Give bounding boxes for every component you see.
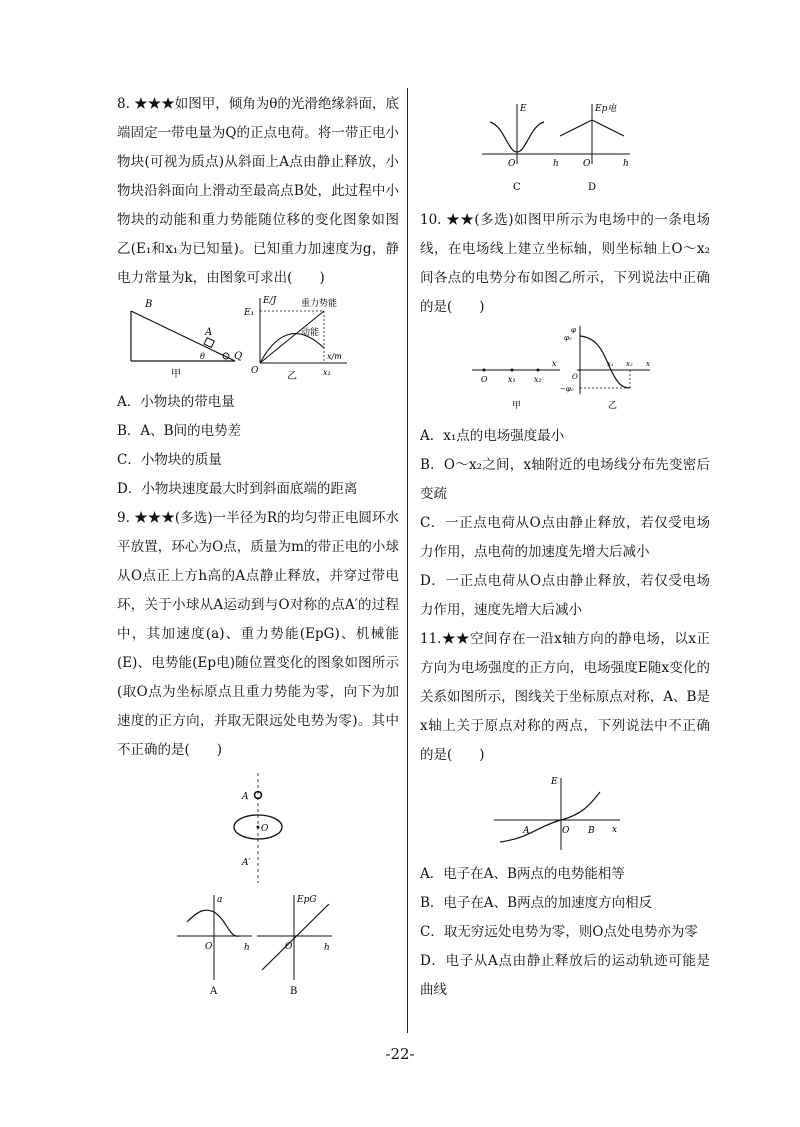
- q8-fig-label-A: A: [205, 327, 213, 338]
- q10-fig-jia-x2: x₂: [534, 375, 542, 384]
- q11-stem: 11.★★空间存在一沿x轴方向的静电场，以x正方向为电场强度的正方向，电场强度E随x变化的关系如图所示，图线关于坐标原点对称，A、B是x轴上关于原点对称的两点，下列说法中不正确的是( ): [420, 631, 710, 763]
- q9-graph-a-h: h: [244, 943, 250, 953]
- q8-fig-label-theta: θ: [200, 352, 205, 361]
- q10-stem: 10. ★★(多选)如图甲所示为电场中的一条电场线，在电场线上建立坐标轴，则坐标轴上O～x₂间各点的电势分布如图乙所示，下列说法中正确的是( ): [420, 212, 710, 315]
- q11-option-a: A．电子在A、B两点的电势能相等: [420, 866, 625, 882]
- q8-fig-pe-label: 重力势能: [301, 299, 338, 309]
- q9-graph-c: [482, 104, 560, 193]
- q9-graph-a-origin: O: [205, 942, 213, 952]
- q10-fig-jia: [472, 359, 560, 411]
- q11-fig-A: A: [523, 826, 530, 836]
- q11-figure: [420, 770, 710, 860]
- q9-graph-d: [556, 103, 630, 193]
- q10-fig-yi: [560, 326, 650, 411]
- q10-fig-yi-O: O: [572, 373, 578, 381]
- q10-fig-jia-x: x: [552, 359, 557, 368]
- q9-graph-c-h: h: [553, 159, 559, 169]
- q9-graph-b-axis: EpG: [297, 895, 317, 905]
- q9-graph-a-axis: a: [217, 895, 223, 905]
- q11-option-b: B．电子在A、B两点的加速度方向相反: [420, 895, 653, 911]
- q8-fig-label-Q: Q: [234, 351, 243, 362]
- q8-fig-yi-graph: [243, 296, 347, 382]
- q9-graph-c-axis: E: [520, 104, 527, 114]
- q9-graph-d-label: D: [588, 182, 597, 193]
- q10-fig-jia-caption: 甲: [512, 401, 522, 411]
- q9-graph-d-h: h: [623, 159, 629, 169]
- q8-fig-origin: O: [251, 366, 259, 376]
- q10-fig-yi-x: x: [646, 360, 650, 368]
- q9-stem: 9. ★★★(多选)一半径为R的均匀带正电圆环水平放置，环心为O点，质量为m的带正电的小球从O点正上方h高的A点静止释放，并穿过带电环，关于小球从A运动到与O对称的点A′的过程中，其加速度(a)、重力势能(EpG)、机械能(E)、电势能(Ep电)随位置变化的图象如图所示(取O点为坐标原点且重力势能为零，向下为加速度的正方向，并取无限远处电势为零)。其中不正确的是( ): [117, 510, 399, 758]
- q9-ring-figure: [117, 765, 399, 890]
- q8-fig-jia-incline: [131, 299, 242, 380]
- q10-fig-jia-O: O: [481, 375, 488, 384]
- q9-graph-c-label: C: [513, 182, 521, 193]
- q10-fig-jia-x1: x₁: [508, 375, 516, 384]
- q8-option-a: A．小物块的带电量: [117, 394, 235, 410]
- q9-graph-b-h: h: [324, 943, 330, 953]
- right-column: [420, 96, 710, 1005]
- q8-option-c: C．小物块的质量: [117, 452, 222, 468]
- q9-fig-O: O: [261, 824, 269, 834]
- q8-fig-ke-label: 动能: [301, 328, 320, 338]
- q8-option-b: B．A、B间的电势差: [117, 423, 242, 439]
- q10-fig-yi-negphi0: −φ₀: [560, 385, 574, 393]
- q11-option-c: C．取无穷远处电势为零，则O点处电势亦为零: [420, 924, 698, 940]
- q9-fig-A-prime: A′: [242, 858, 251, 868]
- q10-fig-yi-x2: x₂: [626, 360, 633, 368]
- q9-graph-b: [257, 895, 332, 997]
- q8-option-d: D．小物块速度最大时到斜面底端的距离: [117, 481, 358, 497]
- q10-option-b: B．O～x₂之间，x轴附近的电场线分布先变密后变疏: [420, 457, 710, 502]
- q8-fig-axis-x: x/m: [327, 352, 342, 361]
- q11-fig-B: B: [588, 826, 595, 836]
- q9-graph-b-origin: O: [285, 942, 293, 952]
- q9-graph-d-axis: Ep电: [595, 104, 617, 114]
- q9-graphs-ab: [117, 890, 399, 1000]
- q8-fig-E1: E₁: [244, 308, 255, 318]
- q10-option-a: A．x₁点的电场强度最小: [420, 428, 565, 444]
- q10-fig-yi-phi0: φ₀: [564, 334, 572, 342]
- left-column: [117, 90, 399, 1000]
- q8-fig-yi-caption: 乙: [287, 371, 297, 382]
- q8-fig-x1: x₁: [323, 368, 331, 377]
- q9-graph-c-origin: O: [508, 159, 516, 169]
- q8-fig-label-B: B: [145, 299, 153, 310]
- column-divider: [407, 88, 408, 1033]
- q11-option-d: D．电子从A点由静止释放后的运动轨迹可能是曲线: [420, 953, 710, 998]
- q10-fig-yi-x1: x₁: [607, 360, 614, 368]
- page-number: -22-: [385, 1045, 415, 1063]
- q10-figures: [420, 322, 710, 422]
- q11-fig-E: E: [551, 777, 558, 787]
- q8-stem: 8. ★★★如图甲，倾角为θ的光滑绝缘斜面，底端固定一带电量为Q的正点电荷。将一带正电小物块(可视为质点)从斜面上A点由静止释放，小物块沿斜面向上滑动至最高点B处，此过程中小物块的动能和重力势能随位移的变化图象如图乙(E₁和x₁为已知量)。已知重力加速度为g，静电力常量为k，由图象可求出( ): [117, 96, 399, 286]
- q9-graph-b-label: B: [290, 986, 298, 997]
- q10-option-d: D．一正点电荷从O点由静止释放，若仅受电场力作用，速度先增大后减小: [420, 573, 710, 618]
- q9-graph-a-label: A: [210, 986, 218, 997]
- q8-fig-axis-y: E/J: [263, 296, 277, 306]
- q9-fig-A: A: [242, 792, 249, 802]
- q8-fig-jia-caption: 甲: [171, 369, 181, 380]
- q8-figures: [117, 293, 399, 388]
- q10-fig-yi-caption: 乙: [608, 401, 618, 411]
- q9-graphs-cd: [420, 96, 710, 206]
- q11-fig-x: x: [612, 825, 618, 835]
- q11-fig-O: O: [562, 826, 570, 836]
- q10-fig-yi-phi: φ: [571, 326, 576, 334]
- q9-graph-d-origin: O: [583, 159, 591, 169]
- q9-graph-a: [177, 895, 252, 997]
- q10-option-c: C．一正点电荷从O点由静止释放，若仅受电场力作用，点电荷的加速度先增大后减小: [420, 515, 710, 560]
- q8-fig-ke-curve: [260, 334, 324, 363]
